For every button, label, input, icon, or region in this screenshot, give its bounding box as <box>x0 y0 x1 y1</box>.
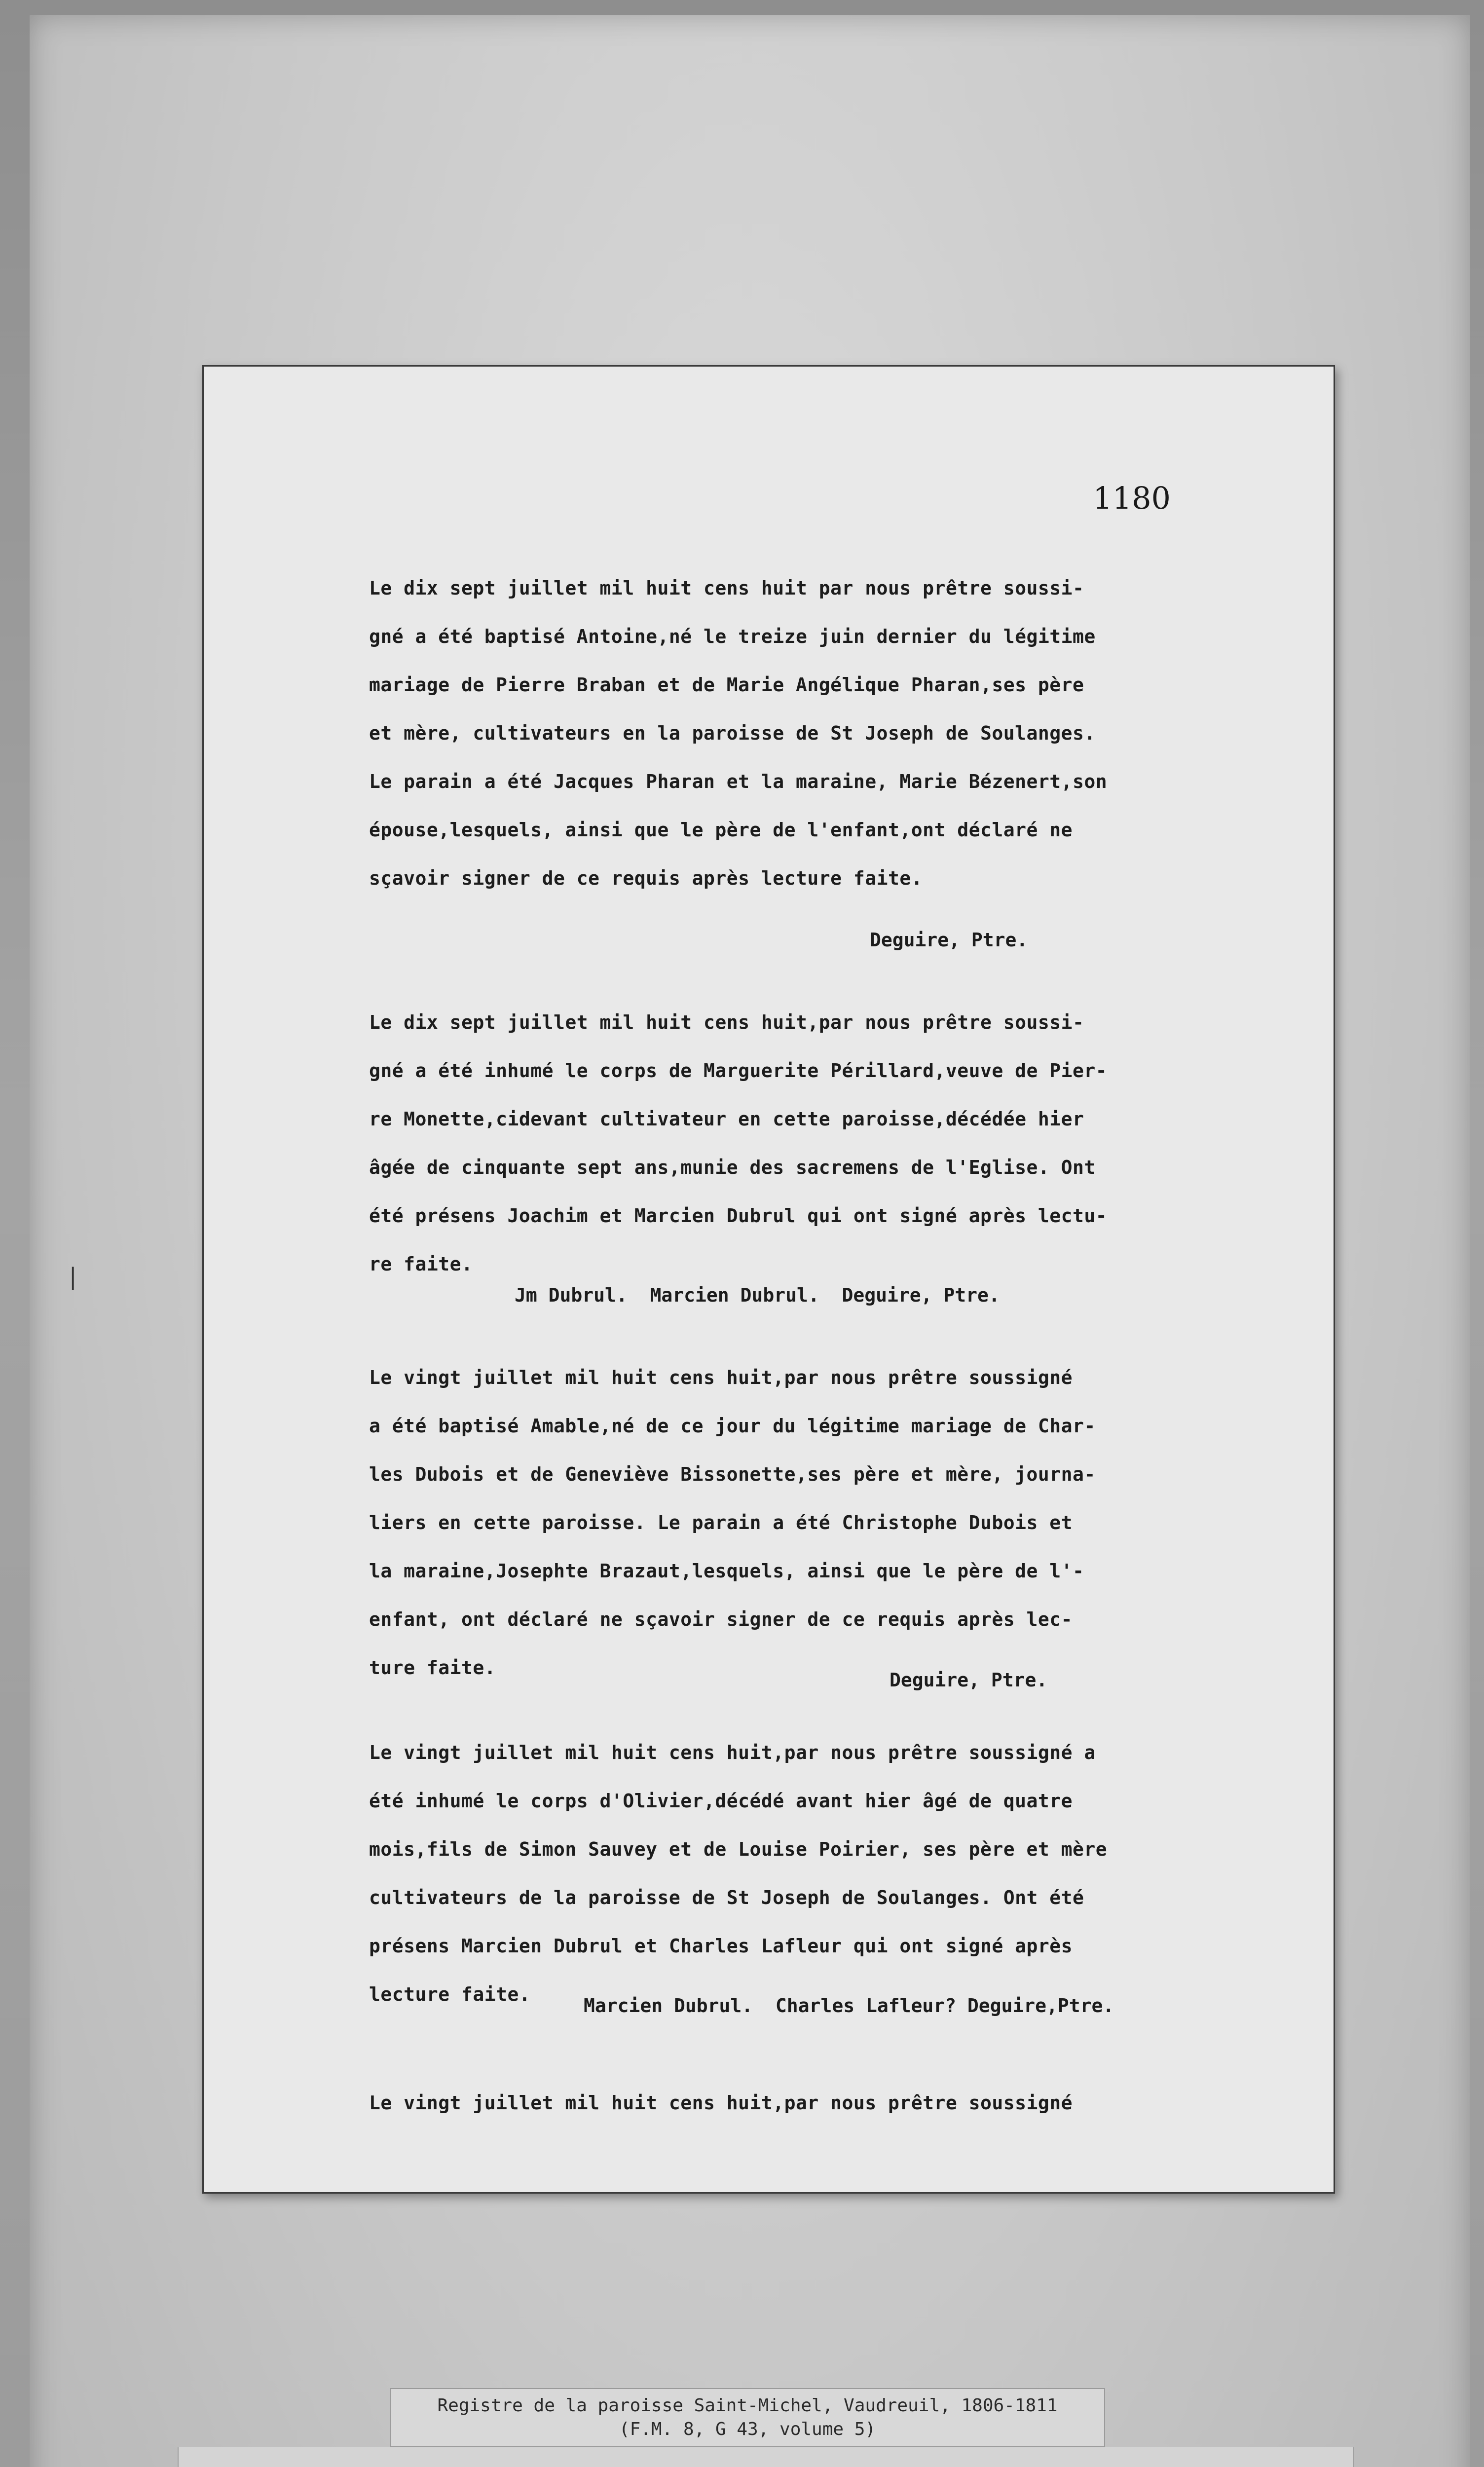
entry-line: mariage de Pierre Braban et de Marie Angélique Pharan,ses père <box>369 674 1084 696</box>
entry-3-signature: Deguire, Ptre. <box>890 1669 1048 1691</box>
entry-line: re Monette,cidevant cultivateur en cette paroisse,décédée hier <box>369 1108 1084 1130</box>
entry-line: gné a été baptisé Antoine,né le treize juin dernier du légitime <box>369 626 1096 647</box>
entry-line: liers en cette paroisse. Le parain a été Christophe Dubois et <box>369 1512 1073 1533</box>
entry-line: été présens Joachim et Marcien Dubrul qui ont signé après lectu- <box>369 1205 1108 1227</box>
entry-line: Le parain a été Jacques Pharan et la maraine, Marie Bézenert,son <box>369 771 1108 792</box>
entry-line: ture faite. <box>369 1657 496 1679</box>
entry-4-signatures: Marcien Dubrul. Charles Lafleur? Deguire,Ptre. <box>584 1995 1114 2017</box>
entry-line: Le vingt juillet mil huit cens huit,par nous prêtre soussigné <box>369 2092 1073 2114</box>
folio-number: 1180 <box>1093 480 1171 516</box>
entry-line: a été baptisé Amable,né de ce jour du légitime mariage de Char- <box>369 1415 1096 1437</box>
entry-line: Le dix sept juillet mil huit cens huit par nous prêtre soussi- <box>369 577 1084 599</box>
entry-line: Le vingt juillet mil huit cens huit,par nous prêtre soussigné a <box>369 1742 1096 1763</box>
entry-line: la maraine,Josephte Brazaut,lesquels, ainsi que le père de l'- <box>369 1560 1084 1582</box>
entry-line: Le vingt juillet mil huit cens huit,par nous prêtre soussigné <box>369 1367 1073 1388</box>
entry-line: les Dubois et de Geneviève Bissonette,ses père et mère, journa- <box>369 1463 1096 1485</box>
register-entry-1 <box>369 564 1351 902</box>
entry-2-signatures: Jm Dubrul. Marcien Dubrul. Deguire, Ptre. <box>515 1284 1000 1306</box>
entry-line: et mère, cultivateurs en la paroisse de St Joseph de Soulanges. <box>369 722 1096 744</box>
entry-line: sçavoir signer de ce requis après lecture faite. <box>369 867 923 889</box>
entry-line: âgée de cinquante sept ans,munie des sacremens de l'Eglise. Ont <box>369 1157 1096 1178</box>
register-entry-3 <box>369 1353 1351 1692</box>
entry-line: présens Marcien Dubrul et Charles Lafleur qui ont signé après <box>369 1935 1073 1957</box>
caption-reference: (F.M. 8, G 43, volume 5) <box>619 2419 876 2439</box>
caption-title: Registre de la paroisse Saint-Michel, Vaudreuil, 1806-1811 <box>437 2395 1058 2416</box>
entry-line: épouse,lesquels, ainsi que le père de l'enfant,ont déclaré ne <box>369 819 1073 841</box>
register-entry-2 <box>369 998 1351 1288</box>
archives-stamp <box>178 2447 1354 2467</box>
entry-line: lecture faite. <box>369 1983 531 2005</box>
entry-line: été inhumé le corps d'Olivier,décédé avant hier âgé de quatre <box>369 1790 1073 1812</box>
margin-mark: | <box>69 1263 77 1290</box>
register-entry-4 <box>369 1728 1351 2018</box>
entry-line: enfant, ont déclaré ne sçavoir signer de ce requis après lec- <box>369 1608 1073 1630</box>
register-page <box>202 365 1335 2194</box>
archive-caption-label <box>390 2388 1105 2447</box>
entry-line: gné a été inhumé le corps de Marguerite Périllard,veuve de Pier- <box>369 1060 1108 1082</box>
entry-line: re faite. <box>369 1253 473 1275</box>
entry-1-signature: Deguire, Ptre. <box>870 929 1028 951</box>
entry-line: cultivateurs de la paroisse de St Joseph de Soulanges. Ont été <box>369 1887 1084 1908</box>
entry-line: mois,fils de Simon Sauvey et de Louise Poirier, ses père et mère <box>369 1838 1108 1860</box>
entry-line: Le dix sept juillet mil huit cens huit,par nous prêtre soussi- <box>369 1011 1084 1033</box>
register-entry-5 <box>369 2079 1351 2127</box>
